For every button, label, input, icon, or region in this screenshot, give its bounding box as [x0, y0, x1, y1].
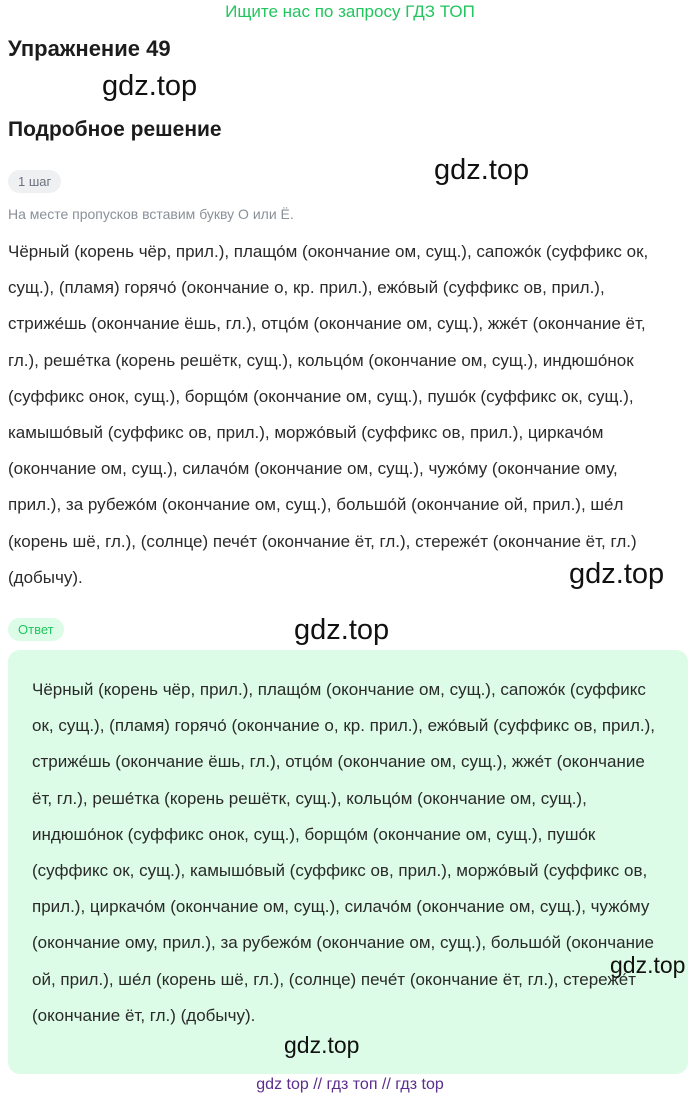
- footer-links: gdz top // гдз топ // гдз top: [256, 1076, 444, 1093]
- answer-box: [8, 650, 688, 1074]
- watermark: gdz.top: [294, 614, 390, 646]
- watermark: gdz.top: [434, 154, 530, 186]
- hint-text: На месте пропусков вставим букву О или Ё.: [8, 206, 294, 222]
- search-banner: Ищите нас по запросу ГДЗ ТОП: [225, 2, 475, 21]
- solution-text: Чёрный (корень чёр, прил.), плащо́м (окончание ом, сущ.), сапожо́к (суффикс ок, сущ.), (пламя) горячо́ (окончание о, кр. прил.), ежо́вый (суффикс ов, прил.), стриже́шь (окончание ёшь, гл.), отцо́м (окончание ом, сущ.), жже́т (окончание ёт, гл.), реше́тка (корень решётк, сущ.), кольцо́м (окончание ом, сущ.), индюшо́нок (суффикс онок, сущ.), борщо́м (окончание ом, сущ.), пушо́к (суффикс ок, сущ.), камышо́вый (суффикс ов, прил.), моржо́вый (суффикс ов, прил.), циркачо́м (окончание ом, сущ.), силачо́м (окончание ом, сущ.), чужо́му (окончание ому, прил.), за рубежо́м (окончание ом, сущ.), большо́й (окончание ой, прил.), ше́л (корень шё, гл.), (солнце) пече́т (окончание ёт, гл.), стереже́т (окончание ёт, гл.) (добычу).: [8, 242, 649, 587]
- section-title: Подробное решение: [8, 118, 222, 141]
- watermark: gdz.top: [102, 70, 198, 102]
- watermark: gdz.top: [569, 558, 665, 590]
- answer-badge: Ответ: [8, 618, 64, 641]
- exercise-title: Упражнение 49: [8, 36, 171, 61]
- answer-text: Чёрный (корень чёр, прил.), плащо́м (окончание ом, сущ.), сапожо́к (суффикс ок, сущ.), (пламя) горячо́ (окончание о, кр. прил.), ежо́вый (суффикс ов, прил.), стриже́шь (окончание ёшь, гл.), отцо́м (окончание ом, сущ.), жже́т (окончание ёт, гл.), реше́тка (корень решётк, сущ.), кольцо́м (окончание ом, сущ.), индюшо́нок (суффикс онок, сущ.), борщо́м (окончание ом, сущ.), пушо́к (суффикс ок, сущ.), камышо́вый (суффикс ов, прил.), моржо́вый (суффикс ов, прил.), циркачо́м (окончание ом, сущ.), силачо́м (окончание ом, сущ.), чужо́му (окончание ому, прил.), за рубежо́м (окончание ом, сущ.), большо́й (окончание ой, прил.), ше́л (корень шё, гл.), (солнце) пече́т (окончание ёт, гл.), стереже́т (окончание ёт, гл.) (добычу).: [32, 680, 656, 1025]
- watermark: gdz.top: [284, 1032, 360, 1058]
- watermark: gdz.top: [610, 952, 686, 978]
- step-badge: 1 шаг: [8, 170, 61, 193]
